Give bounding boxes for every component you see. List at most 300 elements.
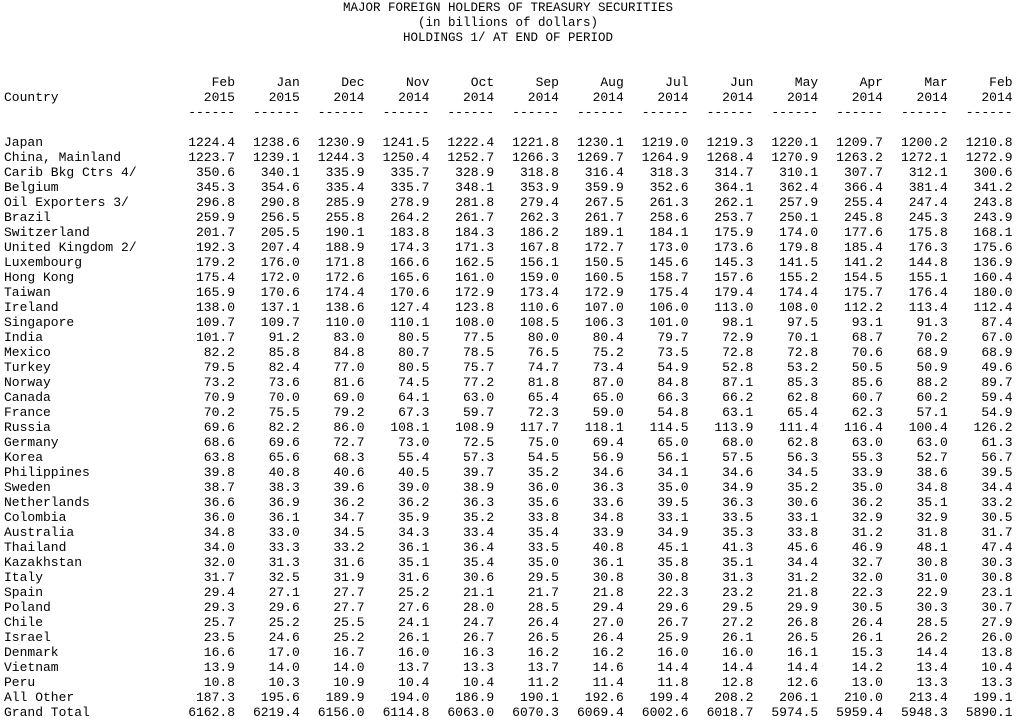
holding-value: 6114.8 — [382, 705, 430, 720]
holding-value: 13.0 — [851, 675, 883, 690]
country-name: Philippines — [4, 465, 90, 480]
holding-value: 31.6 — [398, 570, 430, 585]
holding-value: 172.0 — [260, 270, 300, 285]
holding-value: 250.1 — [779, 210, 819, 225]
holding-value: 141.5 — [779, 255, 819, 270]
holding-value: 261.7 — [584, 210, 624, 225]
holding-value: 98.1 — [722, 315, 754, 330]
holding-value: 36.2 — [333, 495, 365, 510]
holding-value: 34.9 — [722, 480, 754, 495]
holding-value: 335.9 — [325, 165, 365, 180]
holding-value: 21.1 — [462, 585, 495, 600]
holding-value: 187.3 — [195, 690, 235, 705]
holding-value: 285.9 — [325, 195, 365, 210]
table-row — [4, 150, 1013, 165]
holding-value: 27.2 — [722, 615, 754, 630]
holding-value: 14.4 — [786, 660, 819, 675]
holding-value: 63.1 — [722, 405, 754, 420]
holding-value: 23.2 — [722, 585, 754, 600]
holding-value: 25.5 — [333, 615, 365, 630]
holding-value: 26.7 — [657, 615, 689, 630]
holding-value: 24.1 — [398, 615, 430, 630]
holding-value: 56.9 — [592, 450, 624, 465]
holding-value: 262.1 — [714, 195, 754, 210]
holding-value: 64.1 — [398, 390, 430, 405]
holding-value: 138.6 — [325, 300, 365, 315]
holding-value: 13.7 — [527, 660, 559, 675]
holding-value: 39.7 — [462, 465, 495, 480]
holding-value: 74.7 — [527, 360, 559, 375]
country-name: United Kingdom 2/ — [4, 240, 137, 255]
holding-value: 33.1 — [786, 510, 819, 525]
holding-value: 279.4 — [519, 195, 559, 210]
holding-value: 31.9 — [333, 570, 365, 585]
holding-value: 27.7 — [333, 600, 365, 615]
header-rule: ------ — [641, 105, 689, 120]
holding-value: 341.2 — [973, 180, 1013, 195]
holding-value: 316.4 — [584, 165, 624, 180]
holding-value: 25.7 — [203, 615, 235, 630]
spacer-cell — [4, 120, 1013, 135]
header-rule: ------ — [252, 105, 300, 120]
holding-value: 300.6 — [973, 165, 1013, 180]
holding-value: 75.2 — [592, 345, 624, 360]
holding-value: 21.7 — [527, 585, 559, 600]
holding-value: 29.5 — [527, 570, 559, 585]
holding-value: 65.6 — [268, 450, 300, 465]
holding-value: 175.7 — [843, 285, 883, 300]
holding-value: 171.8 — [325, 255, 365, 270]
holding-value: 75.7 — [462, 360, 495, 375]
holding-value: 69.4 — [592, 435, 624, 450]
column-year-label: 2014 — [981, 90, 1013, 105]
holding-value: 126.2 — [973, 420, 1013, 435]
holding-value: 6162.8 — [188, 705, 235, 720]
holding-value: 25.2 — [268, 615, 300, 630]
holding-value: 54.5 — [527, 450, 559, 465]
holding-value: 36.3 — [722, 495, 754, 510]
holding-value: 318.3 — [649, 165, 689, 180]
holding-value: 362.4 — [779, 180, 819, 195]
holding-value: 25.9 — [657, 630, 689, 645]
holding-value: 33.5 — [722, 510, 754, 525]
holding-value: 14.6 — [592, 660, 624, 675]
holding-value: 34.3 — [398, 525, 430, 540]
holding-value: 176.0 — [260, 255, 300, 270]
country-name: Australia — [4, 525, 75, 540]
holding-value: 32.9 — [916, 510, 948, 525]
holding-value: 38.6 — [916, 465, 948, 480]
header-row-year — [4, 90, 1013, 105]
holding-value: 13.8 — [981, 645, 1013, 660]
holding-value: 175.9 — [714, 225, 754, 240]
holding-value: 5948.3 — [900, 705, 948, 720]
holding-value: 199.1 — [973, 690, 1013, 705]
holding-value: 41.3 — [722, 540, 754, 555]
holding-value: 21.8 — [786, 585, 819, 600]
holding-value: 381.4 — [908, 180, 948, 195]
holding-value: 136.9 — [973, 255, 1013, 270]
holding-value: 13.3 — [462, 660, 495, 675]
holding-value: 185.4 — [843, 240, 883, 255]
holding-value: 350.6 — [195, 165, 235, 180]
country-name: Canada — [4, 390, 51, 405]
holding-value: 57.1 — [916, 405, 948, 420]
holding-value: 174.3 — [390, 240, 430, 255]
holding-value: 73.6 — [268, 375, 300, 390]
holding-value: 72.8 — [786, 345, 819, 360]
holding-value: 65.0 — [657, 435, 689, 450]
country-name: Mexico — [4, 345, 51, 360]
holding-value: 13.9 — [203, 660, 235, 675]
country-name: Oil Exporters 3/ — [4, 195, 129, 210]
holding-value: 145.6 — [649, 255, 689, 270]
holding-value: 52.7 — [916, 450, 948, 465]
holding-value: 117.7 — [519, 420, 559, 435]
holding-value: 29.9 — [786, 600, 819, 615]
holding-value: 33.3 — [268, 540, 300, 555]
holding-value: 65.4 — [527, 390, 559, 405]
country-name: Chile — [4, 615, 44, 630]
holding-value: 36.2 — [851, 495, 883, 510]
country-name: Taiwan — [4, 285, 51, 300]
holding-value: 35.2 — [527, 465, 559, 480]
holding-value: 13.3 — [916, 675, 948, 690]
holding-value: 22.9 — [916, 585, 948, 600]
holding-value: 335.4 — [325, 180, 365, 195]
holding-value: 35.0 — [657, 480, 689, 495]
column-month-label: Dec — [341, 75, 365, 90]
table-row — [4, 660, 1013, 675]
holding-value: 30.5 — [851, 600, 883, 615]
holding-value: 1230.1 — [576, 135, 624, 150]
holding-value: 54.9 — [981, 405, 1013, 420]
holding-value: 255.8 — [325, 210, 365, 225]
holding-value: 174.4 — [779, 285, 819, 300]
holding-value: 1223.7 — [188, 150, 235, 165]
holding-value: 278.9 — [390, 195, 430, 210]
holding-value: 1252.7 — [447, 150, 495, 165]
holding-value: 30.3 — [981, 555, 1013, 570]
table-row — [4, 240, 1013, 255]
country-name: Denmark — [4, 645, 59, 660]
header-rule: ------ — [900, 105, 948, 120]
holding-value: 53.2 — [786, 360, 819, 375]
holding-value: 35.4 — [462, 555, 495, 570]
holding-value: 245.8 — [843, 210, 883, 225]
holding-value: 30.8 — [916, 555, 948, 570]
holding-value: 154.5 — [843, 270, 883, 285]
country-name: Israel — [4, 630, 51, 645]
holding-value: 26.1 — [851, 630, 883, 645]
holding-value: 88.2 — [916, 375, 948, 390]
holding-value: 14.0 — [268, 660, 300, 675]
holding-value: 179.2 — [195, 255, 235, 270]
holding-value: 340.1 — [260, 165, 300, 180]
holding-value: 16.0 — [398, 645, 430, 660]
header-rule: ------ — [965, 105, 1013, 120]
holding-value: 35.0 — [851, 480, 883, 495]
table-row — [4, 525, 1013, 540]
holding-value: 1238.6 — [252, 135, 300, 150]
column-month-label: Sep — [535, 75, 559, 90]
header-rule: ------ — [576, 105, 624, 120]
holding-value: 1220.1 — [771, 135, 819, 150]
holding-value: 113.0 — [714, 300, 754, 315]
table-row — [4, 180, 1013, 195]
holding-value: 1230.9 — [317, 135, 365, 150]
holding-value: 32.9 — [851, 510, 883, 525]
holding-value: 39.8 — [203, 465, 235, 480]
holding-value: 16.2 — [527, 645, 559, 660]
holding-value: 63.0 — [916, 435, 948, 450]
holding-value: 70.9 — [203, 390, 235, 405]
holding-value: 49.6 — [981, 360, 1013, 375]
holding-value: 243.8 — [973, 195, 1013, 210]
holding-value: 21.8 — [592, 585, 624, 600]
holding-value: 87.0 — [592, 375, 624, 390]
column-month-label: Feb — [989, 75, 1013, 90]
holding-value: 36.1 — [268, 510, 300, 525]
country-name: Colombia — [4, 510, 67, 525]
holding-value: 67.0 — [981, 330, 1013, 345]
holding-value: 34.7 — [333, 510, 365, 525]
holding-value: 201.7 — [195, 225, 235, 240]
country-name: India — [4, 330, 44, 345]
holding-value: 175.6 — [973, 240, 1013, 255]
holding-value: 34.8 — [916, 480, 948, 495]
holding-value: 27.0 — [592, 615, 624, 630]
holding-value: 5959.4 — [836, 705, 883, 720]
table-row — [4, 675, 1013, 690]
holding-value: 335.7 — [390, 165, 430, 180]
table-row — [4, 435, 1013, 450]
holding-value: 36.3 — [592, 480, 624, 495]
holding-value: 160.4 — [973, 270, 1013, 285]
holding-value: 15.3 — [851, 645, 883, 660]
holding-value: 1209.7 — [836, 135, 883, 150]
holding-value: 258.6 — [649, 210, 689, 225]
holding-value: 28.0 — [462, 600, 495, 615]
holding-value: 6018.7 — [706, 705, 754, 720]
holding-value: 73.4 — [592, 360, 624, 375]
holding-value: 45.6 — [786, 540, 819, 555]
table-row — [4, 420, 1013, 435]
holding-value: 1222.4 — [447, 135, 495, 150]
country-name: Carib Bkg Ctrs 4/ — [4, 165, 137, 180]
holding-value: 17.0 — [268, 645, 300, 660]
holding-value: 10.4 — [981, 660, 1013, 675]
holding-value: 16.7 — [333, 645, 365, 660]
holding-value: 1241.5 — [382, 135, 430, 150]
header-rule: ------ — [512, 105, 559, 120]
holding-value: 46.9 — [851, 540, 883, 555]
holding-value: 1219.0 — [641, 135, 689, 150]
holding-value: 354.6 — [260, 180, 300, 195]
holding-value: 348.1 — [455, 180, 495, 195]
report-subtitle-units: (in billions of dollars) — [417, 16, 599, 30]
holding-value: 188.9 — [325, 240, 365, 255]
holding-value: 167.8 — [519, 240, 559, 255]
holding-value: 29.4 — [203, 585, 235, 600]
holding-value: 57.5 — [722, 450, 754, 465]
header-rule: ------ — [188, 105, 235, 120]
column-month-label: Jan — [276, 75, 300, 90]
holding-value: 112.2 — [843, 300, 883, 315]
country-name: Belgium — [4, 180, 59, 195]
holding-value: 172.9 — [584, 285, 624, 300]
holding-value: 110.1 — [390, 315, 430, 330]
holding-value: 27.9 — [981, 615, 1013, 630]
holding-value: 59.4 — [981, 390, 1013, 405]
holding-value: 165.9 — [195, 285, 235, 300]
holding-value: 314.7 — [714, 165, 754, 180]
holding-value: 310.1 — [779, 165, 819, 180]
holding-value: 364.1 — [714, 180, 754, 195]
holding-value: 36.1 — [398, 540, 430, 555]
holding-value: 24.6 — [268, 630, 300, 645]
holding-value: 63.8 — [203, 450, 235, 465]
holding-value: 29.4 — [592, 600, 624, 615]
holding-value: 352.6 — [649, 180, 689, 195]
country-name: Japan — [4, 135, 44, 150]
holding-value: 353.9 — [519, 180, 559, 195]
table-row — [4, 285, 1013, 300]
holding-value: 36.2 — [398, 495, 430, 510]
header-rule: ------ — [382, 105, 430, 120]
holding-value: 108.5 — [519, 315, 559, 330]
country-name: Spain — [4, 585, 44, 600]
holding-value: 91.2 — [268, 330, 300, 345]
holding-value: 26.4 — [527, 615, 559, 630]
holding-value: 60.2 — [916, 390, 948, 405]
holding-value: 27.7 — [333, 585, 365, 600]
holding-value: 10.4 — [398, 675, 430, 690]
column-header-country: Country — [4, 90, 59, 105]
holding-value: 73.5 — [657, 345, 689, 360]
holding-value: 14.4 — [657, 660, 689, 675]
holding-value: 22.3 — [657, 585, 689, 600]
holding-value: 245.3 — [908, 210, 948, 225]
holding-value: 45.1 — [657, 540, 689, 555]
holding-value: 6069.4 — [576, 705, 624, 720]
holding-value: 70.6 — [851, 345, 883, 360]
holding-value: 31.0 — [916, 570, 948, 585]
holding-value: 68.0 — [722, 435, 754, 450]
holding-value: 78.5 — [462, 345, 495, 360]
holding-value: 6002.6 — [641, 705, 689, 720]
table-row — [4, 600, 1013, 615]
table-row — [4, 510, 1013, 525]
holding-value: 1221.8 — [512, 135, 559, 150]
table-row — [4, 360, 1013, 375]
holding-value: 40.6 — [333, 465, 365, 480]
country-name: Hong Kong — [4, 270, 75, 285]
table-row — [4, 330, 1013, 345]
holding-value: 72.9 — [722, 330, 754, 345]
holding-value: 33.2 — [333, 540, 365, 555]
holding-value: 6219.4 — [252, 705, 300, 720]
holding-value: 5890.1 — [965, 705, 1013, 720]
holding-value: 83.0 — [333, 330, 365, 345]
holding-value: 31.3 — [268, 555, 300, 570]
holding-value: 79.2 — [333, 405, 365, 420]
holding-value: 6063.0 — [447, 705, 495, 720]
holding-value: 184.1 — [649, 225, 689, 240]
holding-value: 80.0 — [527, 330, 559, 345]
holding-value: 35.6 — [527, 495, 559, 510]
holding-value: 11.4 — [592, 675, 624, 690]
holding-value: 31.7 — [203, 570, 235, 585]
holding-value: 290.8 — [260, 195, 300, 210]
holding-value: 183.8 — [390, 225, 430, 240]
holding-value: 1269.7 — [576, 150, 624, 165]
holding-value: 56.7 — [981, 450, 1013, 465]
holding-value: 73.0 — [398, 435, 430, 450]
holding-value: 14.0 — [333, 660, 365, 675]
country-name: Grand Total — [4, 705, 90, 720]
holding-value: 108.0 — [455, 315, 495, 330]
holding-value: 66.2 — [722, 390, 754, 405]
country-name: Peru — [4, 675, 36, 690]
holding-value: 48.1 — [916, 540, 948, 555]
holding-value: 31.6 — [333, 555, 365, 570]
holding-value: 30.6 — [786, 495, 819, 510]
holding-value: 69.6 — [203, 420, 235, 435]
holding-value: 56.3 — [786, 450, 819, 465]
holding-value: 13.3 — [981, 675, 1013, 690]
holding-value: 34.4 — [786, 555, 819, 570]
holding-value: 30.8 — [657, 570, 689, 585]
holding-value: 30.8 — [981, 570, 1013, 585]
holding-value: 39.5 — [981, 465, 1013, 480]
holding-value: 189.1 — [584, 225, 624, 240]
column-year-label: 2014 — [527, 90, 559, 105]
holding-value: 175.8 — [908, 225, 948, 240]
table-row — [4, 405, 1013, 420]
holding-value: 165.6 — [390, 270, 430, 285]
holding-value: 23.1 — [981, 585, 1013, 600]
column-month-label: Oct — [470, 75, 495, 90]
holding-value: 174.4 — [325, 285, 365, 300]
holding-value: 35.1 — [722, 555, 754, 570]
holding-value: 10.9 — [333, 675, 365, 690]
holding-value: 82.4 — [268, 360, 300, 375]
holding-value: 109.7 — [195, 315, 235, 330]
holding-value: 34.9 — [657, 525, 689, 540]
holding-value: 26.5 — [786, 630, 819, 645]
holding-value: 199.4 — [649, 690, 689, 705]
holding-value: 60.7 — [851, 390, 883, 405]
holding-value: 159.0 — [519, 270, 559, 285]
table-row — [4, 690, 1013, 705]
holding-value: 177.6 — [843, 225, 883, 240]
column-month-label: Jun — [729, 75, 754, 90]
country-name: Poland — [4, 600, 51, 615]
holding-value: 32.7 — [851, 555, 883, 570]
report-title: MAJOR FOREIGN HOLDERS OF TREASURY SECURITIES — [342, 1, 674, 15]
country-name: Luxembourg — [4, 255, 83, 270]
holding-value: 1219.3 — [706, 135, 754, 150]
holding-value: 82.2 — [268, 420, 300, 435]
table-row — [4, 225, 1013, 240]
holding-value: 67.3 — [398, 405, 430, 420]
table-row — [4, 210, 1013, 225]
holding-value: 26.0 — [981, 630, 1013, 645]
holding-value: 328.9 — [455, 165, 495, 180]
holding-value: 106.3 — [584, 315, 624, 330]
holding-value: 108.9 — [455, 420, 495, 435]
